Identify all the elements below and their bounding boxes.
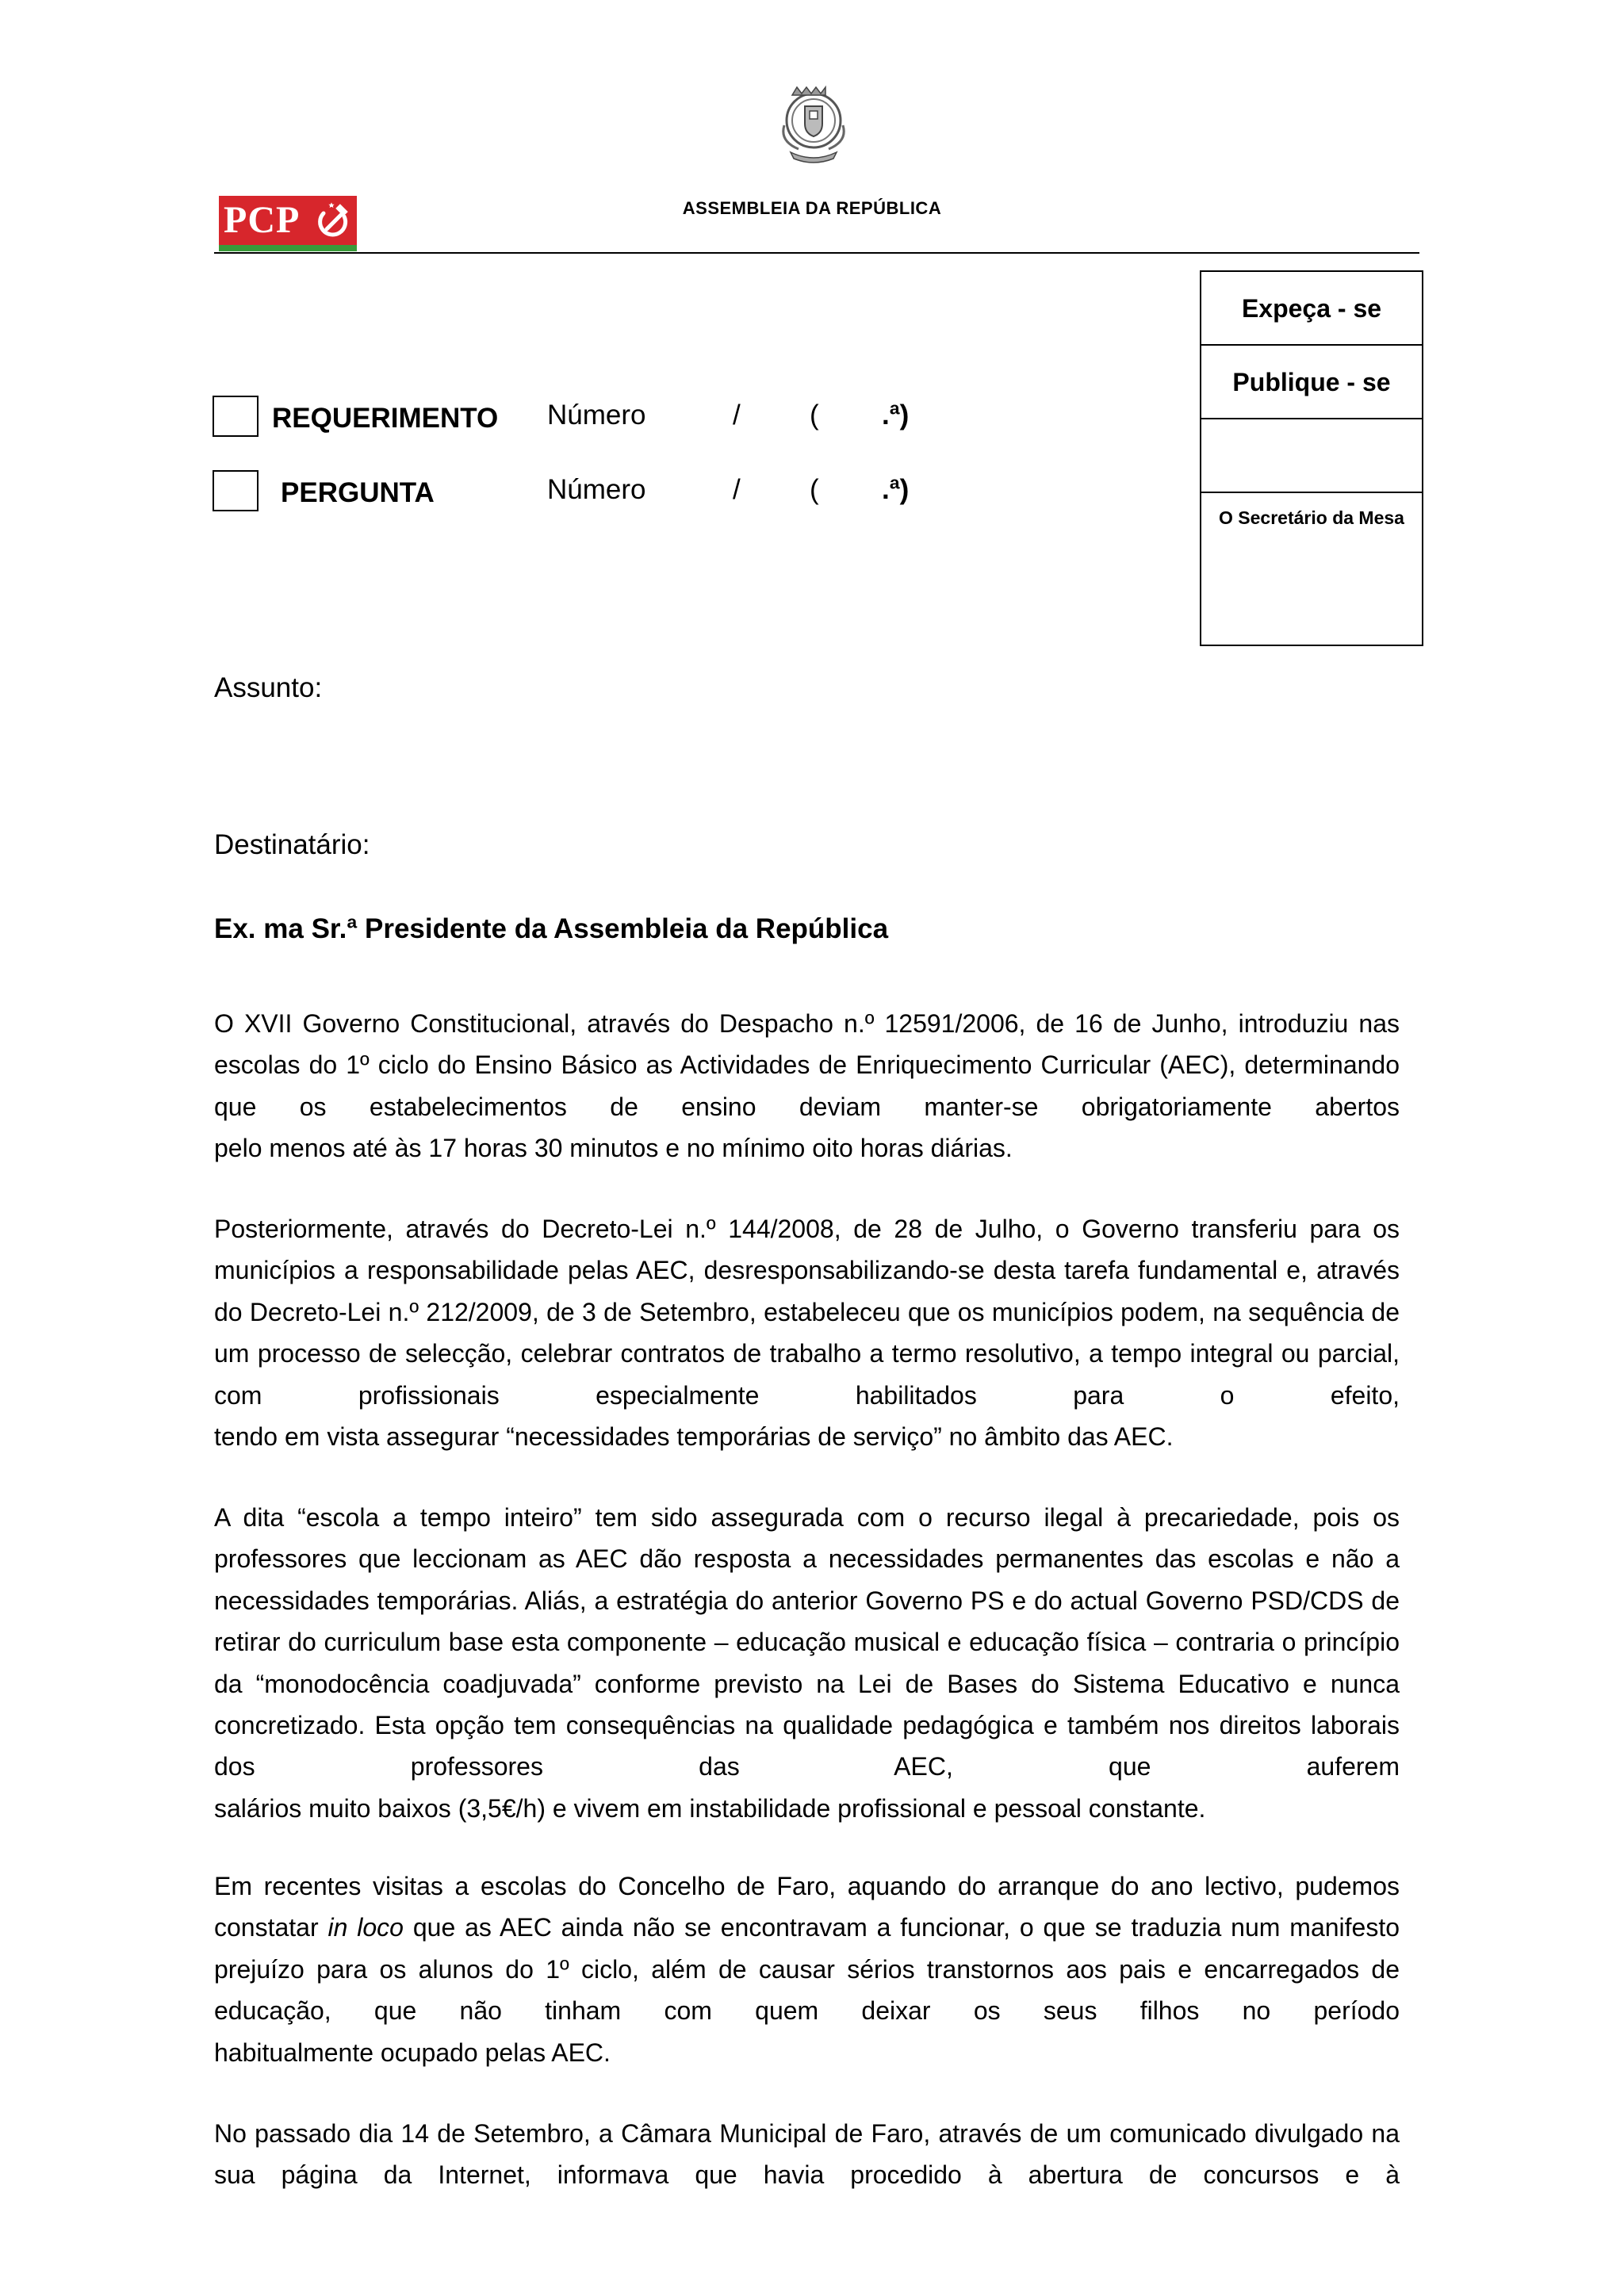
party-logo bbox=[219, 196, 357, 251]
stamp-secretario: O Secretário da Mesa bbox=[1219, 507, 1404, 528]
republic-crest-icon bbox=[773, 79, 854, 166]
logo-green-band bbox=[219, 245, 357, 251]
paragraph-2-last-line: tendo em vista assegurar “necessidades temporárias de serviço” no âmbito das AEC. bbox=[214, 1422, 1174, 1452]
paragraph-2-body: Posteriormente, através do Decreto-Lei n.º 144/2008, de 28 de Julho, o Governo transferiu para os municípios a responsabilidade pelas AEC, desresponsabilizando-se desta tarefa fundamental e, através do Decreto-Lei n.º 212/2009, de 3 de Setembro, estabeleceu que os municípios podem, na sequência de um processo de selecção, celebrar contratos de trabalho a termo resolutivo, a tempo integral ou parcial, com profissionais especialmente habilitados para o efeito, bbox=[214, 1215, 1400, 1410]
paragraph-4-italic: in loco bbox=[327, 1913, 404, 1942]
paragraph-2 bbox=[214, 1208, 1400, 1457]
pergunta-suffix: .ª) bbox=[882, 474, 910, 505]
pergunta-paren: ( bbox=[810, 474, 819, 505]
pergunta-slash: / bbox=[733, 474, 741, 505]
requerimento-checkbox[interactable] bbox=[213, 396, 259, 437]
paragraph-4 bbox=[214, 1866, 1400, 2073]
requerimento-paren: ( bbox=[810, 400, 819, 430]
requerimento-suffix: .ª) bbox=[882, 400, 910, 430]
paragraph-1-body: O XVII Governo Constitucional, através do Despacho n.º 12591/2006, de 16 de Junho, introduziu nas escolas do 1º ciclo do Ensino Básico as Actividades de Enriquecimento Curricular (AEC), determinando que os estabelecimentos de ensino deviam manter-se obrigatoriamente abertos bbox=[214, 1009, 1400, 1121]
requerimento-numero: Número bbox=[547, 400, 646, 430]
pergunta-label: PERGUNTA bbox=[281, 477, 435, 508]
assembly-title: ASSEMBLEIA DA REPÚBLICA bbox=[682, 198, 942, 218]
paragraph-1-last-line: pelo menos até às 17 horas 30 minutos e no mínimo oito horas diárias. bbox=[214, 1134, 1013, 1163]
requerimento-slash: / bbox=[733, 400, 741, 430]
dispatch-stamp-box bbox=[1200, 270, 1423, 646]
assunto-label: Assunto: bbox=[214, 672, 323, 703]
paragraph-3-last-line: salários muito baixos (3,5€/h) e vivem em instabilidade profissional e pessoal constante. bbox=[214, 1793, 1206, 1823]
hammer-sickle-icon bbox=[316, 202, 352, 239]
paragraph-3 bbox=[214, 1497, 1400, 1829]
paragraph-4-before-italic: Em recentes visitas a escolas do Concelho de Faro, aquando do arranque do ano lectivo, pudemos constatar bbox=[214, 1872, 1400, 1942]
paragraph-5 bbox=[214, 2113, 1400, 2196]
destinatario-label: Destinatário: bbox=[214, 829, 370, 860]
requerimento-label: REQUERIMENTO bbox=[272, 403, 499, 434]
header-divider bbox=[214, 252, 1419, 254]
stamp-blank-cell bbox=[1201, 419, 1422, 493]
stamp-publique: Publique - se bbox=[1201, 346, 1422, 419]
paragraph-4-last-line: habitualmente ocupado pelas AEC. bbox=[214, 2038, 611, 2067]
pergunta-checkbox[interactable] bbox=[213, 470, 259, 511]
paragraph-5-body: No passado dia 14 de Setembro, a Câmara Municipal de Faro, através de um comunicado divulgado na sua página da Internet, informava que havia procedido à abertura de concursos e à bbox=[214, 2119, 1400, 2190]
paragraph-1 bbox=[214, 1003, 1400, 1169]
logo-text: PCP bbox=[224, 199, 301, 241]
stamp-expeca: Expeça - se bbox=[1201, 272, 1422, 346]
pergunta-numero: Número bbox=[547, 474, 646, 505]
salutation: Ex. ma Sr.ª Presidente da Assembleia da República bbox=[214, 913, 889, 944]
paragraph-4-after-italic: que as AEC ainda não se encontravam a funcionar, o que se traduzia num manifesto prejuízo para os alunos do 1º ciclo, além de causar sérios transtornos aos pais e encarregados de educação, que não tinham com quem deixar os seus filhos no período bbox=[214, 1913, 1400, 2026]
paragraph-3-body: A dita “escola a tempo inteiro” tem sido assegurada com o recurso ilegal à precariedade, pois os professores que leccionam as AEC dão resposta a necessidades permanentes das escolas e não a necessidades temporárias. Aliás, a estratégia do anterior Governo PS e do actual Governo PSD/CDS de retirar do curriculum base esta componente – educação musical e educação física – contraria o princípio da “monodocência coadjuvada” conforme previsto na Lei de Bases do Sistema Educativo e nunca concretizado. Esta opção tem consequências na qualidade pedagógica e também nos direitos laborais dos professores das AEC, que auferem bbox=[214, 1503, 1400, 1781]
